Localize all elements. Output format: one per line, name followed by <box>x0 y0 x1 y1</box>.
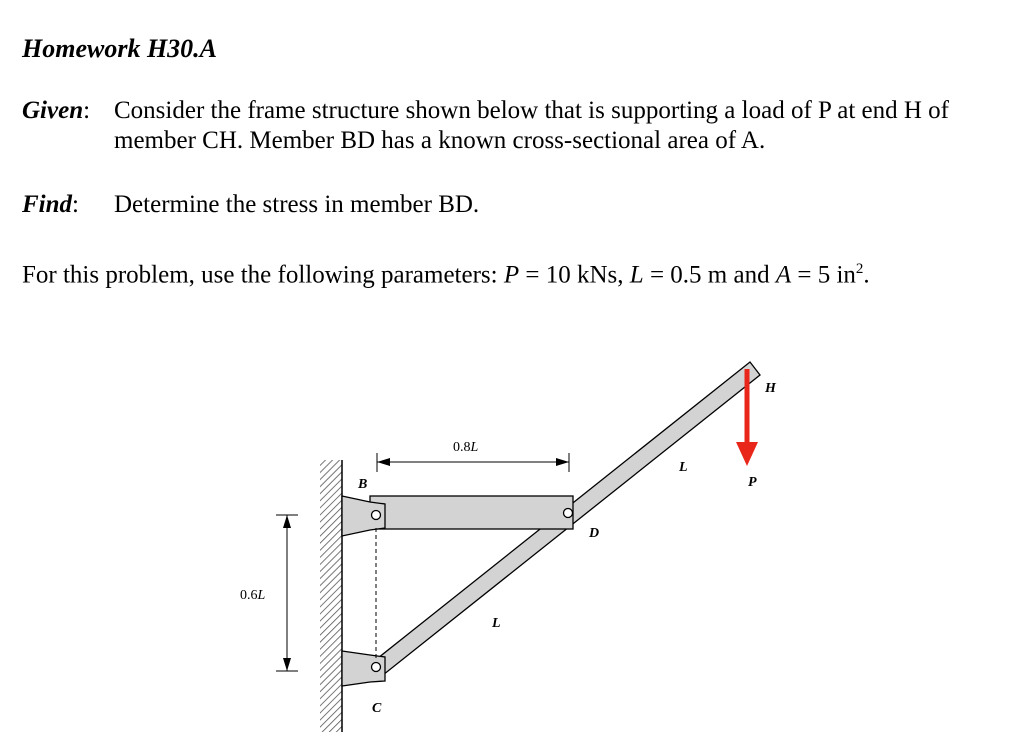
label-load-P: P <box>748 475 757 490</box>
label-seg-upper: L <box>679 460 688 475</box>
param-A-exponent: 2 <box>855 261 864 277</box>
member-BD <box>370 496 573 529</box>
load-arrow-head <box>736 442 758 466</box>
label-point-H: H <box>765 381 776 396</box>
label-point-C: C <box>372 701 382 716</box>
dim-vertical-arrow-top <box>283 515 291 528</box>
param-A-symbol: A <box>775 261 792 289</box>
param-L-symbol: L <box>629 261 644 289</box>
param-A-value: = 5 in <box>791 261 856 289</box>
param-P-value: = 10 kNs, <box>519 261 630 289</box>
pin-D <box>564 509 573 518</box>
label-dim-vertical: 0.6L <box>240 588 266 603</box>
params-intro: For this problem, use the following parameters: <box>22 261 504 289</box>
pin-C <box>372 663 381 672</box>
label-point-B: B <box>358 477 368 492</box>
dim-horizontal-arrow-left <box>377 458 390 466</box>
given-label: Given: <box>22 97 91 124</box>
dim-vertical-arrow-bottom <box>283 658 291 671</box>
given-text: Consider the frame structure shown below that is supporting a load of P at end H of member CH. Member BD has a known cross-sectional area of A. <box>114 97 950 154</box>
pin-B <box>372 511 381 520</box>
find-label: Find: <box>22 191 79 218</box>
label-seg-lower: L <box>492 616 501 631</box>
dim-horizontal-arrow-right <box>556 458 569 466</box>
params-end: . <box>863 261 870 289</box>
param-P-symbol: P <box>503 261 520 289</box>
label-dim-horizontal: 0.8L <box>453 440 479 455</box>
wall-hatching <box>320 460 342 732</box>
label-point-D: D <box>589 526 600 541</box>
homework-title: Homework H30.A <box>22 34 218 63</box>
find-text: Determine the stress in member BD. <box>114 191 480 218</box>
param-L-value: = 0.5 m and <box>643 261 776 289</box>
